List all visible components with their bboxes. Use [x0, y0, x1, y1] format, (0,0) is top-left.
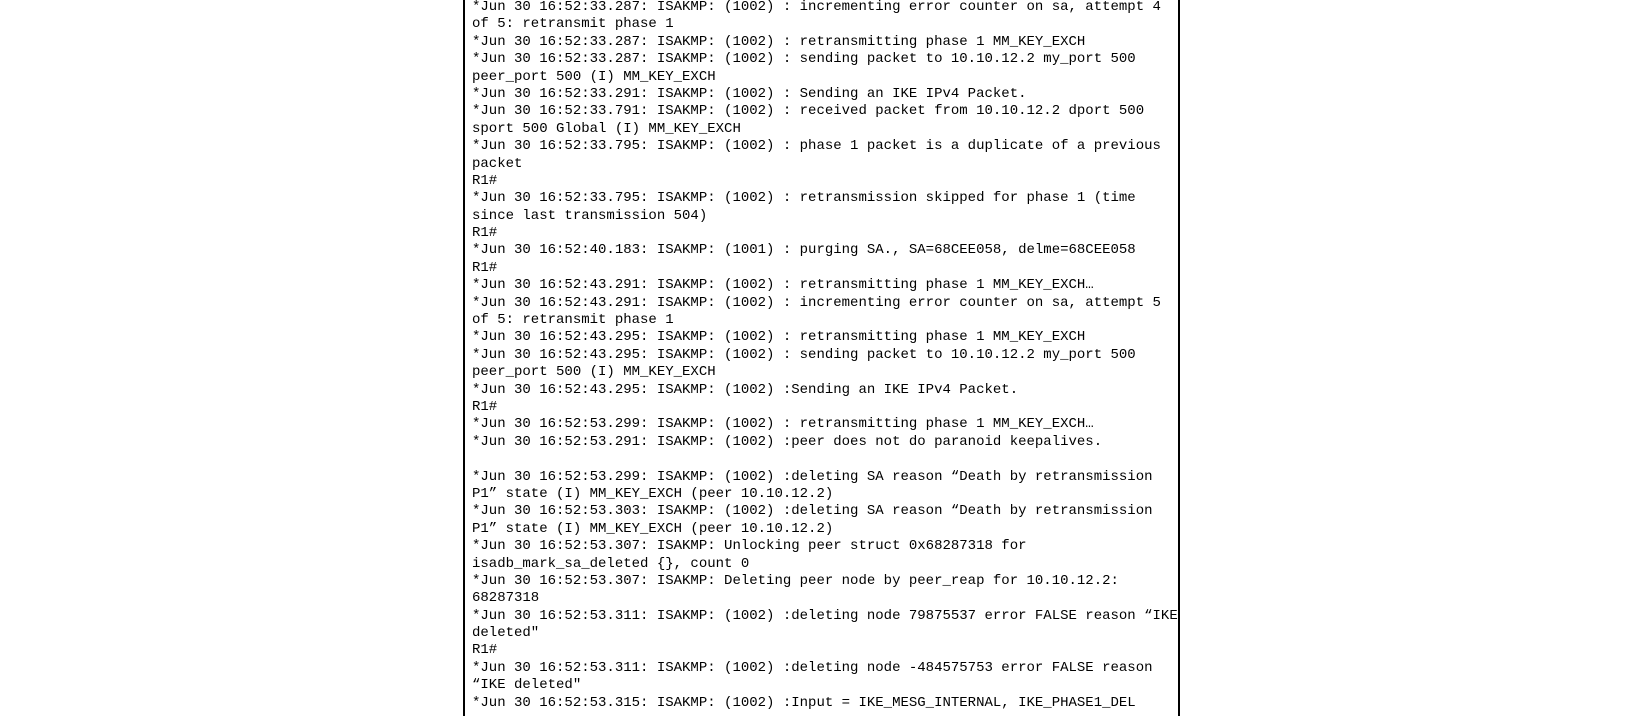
console-line: *Jun 30 16:52:33.291: ISAKMP: (1002) : Sending an IKE IPv4 Packet. — [472, 85, 1027, 102]
console-line: *Jun 30 16:52:33.287: ISAKMP: (1002) : sending packet to 10.10.12.2 my_port 500 — [472, 51, 1136, 68]
console-line: *Jun 30 16:52:40.183: ISAKMP: (1001) : purging SA., SA=68CEE058, delme=68CEE058 — [472, 242, 1136, 259]
console-line: peer_port 500 (I) MM_KEY_EXCH — [472, 68, 716, 85]
console-line: *Jun 30 16:52:43.291: ISAKMP: (1002) : incrementing error counter on sa, attempt 5 — [472, 294, 1161, 311]
console-line: *Jun 30 16:52:43.295: ISAKMP: (1002) :Sending an IKE IPv4 Packet. — [472, 381, 1019, 398]
console-line: of 5: retransmit phase 1 — [472, 16, 674, 33]
console-prompt: R1# — [472, 642, 498, 659]
terminal-output-panel — [463, 0, 1180, 716]
console-line: deleted" — [472, 625, 540, 642]
console-line: *Jun 30 16:52:53.299: ISAKMP: (1002) : retransmitting phase 1 MM_KEY_EXCH… — [472, 416, 1094, 433]
console-log — [472, 0, 1178, 712]
console-line: *Jun 30 16:52:43.291: ISAKMP: (1002) : retransmitting phase 1 MM_KEY_EXCH… — [472, 277, 1094, 294]
console-line: peer_port 500 (I) MM_KEY_EXCH — [472, 364, 716, 381]
console-line: “IKE deleted" — [472, 677, 582, 694]
console-line: *Jun 30 16:52:33.287: ISAKMP: (1002) : retransmitting phase 1 MM_KEY_EXCH — [472, 33, 1086, 50]
console-line: *Jun 30 16:52:33.795: ISAKMP: (1002) : retransmission skipped for phase 1 (time — [472, 190, 1136, 207]
console-line: isadb_mark_sa_deleted {}, count 0 — [472, 555, 750, 572]
console-line: *Jun 30 16:52:53.307: ISAKMP: Deleting peer node by peer_reap for 10.10.12.2: — [472, 572, 1119, 589]
console-line: *Jun 30 16:52:53.307: ISAKMP: Unlocking peer struct 0x68287318 for — [472, 538, 1027, 555]
console-line: *Jun 30 16:52:53.311: ISAKMP: (1002) :deleting node -484575753 error FALSE reason — [472, 659, 1153, 676]
console-line: *Jun 30 16:52:43.295: ISAKMP: (1002) : retransmitting phase 1 MM_KEY_EXCH — [472, 329, 1086, 346]
console-prompt: R1# — [472, 259, 498, 276]
console-prompt: R1# — [472, 225, 498, 242]
console-line: of 5: retransmit phase 1 — [472, 312, 674, 329]
console-line: packet — [472, 155, 523, 172]
console-line: *Jun 30 16:52:33.791: ISAKMP: (1002) : received packet from 10.10.12.2 dport 500 — [472, 103, 1145, 120]
console-line: *Jun 30 16:52:33.287: ISAKMP: (1002) : incrementing error counter on sa, attempt 4 — [472, 0, 1161, 15]
console-line: *Jun 30 16:52:53.311: ISAKMP: (1002) :deleting node 79875537 error FALSE reason “IKE — [472, 607, 1178, 624]
console-blank-line — [472, 451, 1178, 468]
console-line: *Jun 30 16:52:43.295: ISAKMP: (1002) : sending packet to 10.10.12.2 my_port 500 — [472, 346, 1136, 363]
console-line: since last transmission 504) — [472, 207, 708, 224]
console-line: P1” state (I) MM_KEY_EXCH (peer 10.10.12.2) — [472, 485, 834, 502]
console-line: *Jun 30 16:52:33.795: ISAKMP: (1002) : phase 1 packet is a duplicate of a previous — [472, 138, 1161, 155]
console-line: P1” state (I) MM_KEY_EXCH (peer 10.10.12.2) — [472, 520, 834, 537]
console-line: 68287318 — [472, 590, 540, 607]
console-line: *Jun 30 16:52:53.303: ISAKMP: (1002) :deleting SA reason “Death by retransmission — [472, 503, 1153, 520]
console-line: *Jun 30 16:52:53.291: ISAKMP: (1002) :peer does not do paranoid keepalives. — [472, 433, 1103, 450]
console-line: *Jun 30 16:52:53.299: ISAKMP: (1002) :deleting SA reason “Death by retransmission — [472, 468, 1153, 485]
console-prompt: R1# — [472, 172, 498, 189]
console-prompt: R1# — [472, 398, 498, 415]
console-line: *Jun 30 16:52:53.315: ISAKMP: (1002) :Input = IKE_MESG_INTERNAL, IKE_PHASE1_DEL — [472, 694, 1136, 711]
console-line: sport 500 Global (I) MM_KEY_EXCH — [472, 120, 741, 137]
